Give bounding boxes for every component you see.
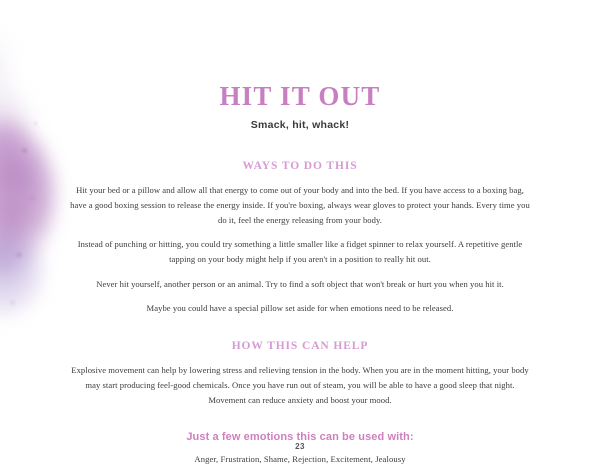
emotions-list: Anger, Frustration, Shame, Rejection, Excitement, Jealousy (194, 453, 406, 464)
paragraph: Instead of punching or hitting, you could try something a little smaller like a fidget spinner to relax yourself. A repetitive gentle tapping on your body might help if you aren't in a position to really hit out. (77, 239, 523, 265)
paragraph: Hit your bed or a pillow and allow all that energy to come out of your body and into the bed. If you have access to a boxing bag, have a good boxing session to release the energy inside. If you're boxing, always wear gloves to protect your hands. Every time you do it, feel the energy releasing from your body. (70, 185, 530, 226)
page-number: 23 (295, 442, 305, 451)
paragraph: Explosive movement can help by lowering stress and relieving tension in the body. When you are in the moment hitting, your body may start producing feel-good chemicals. Once you have run out of steam, you will be able to have a good sleep that night. Movement can reduce anxiety and boost your mood. (71, 364, 529, 405)
section-body-how-this-can-help (67, 363, 533, 408)
emotions-heading: Just a few emotions this can be used with: (186, 430, 414, 443)
section-body-ways-to-do-this (67, 183, 533, 315)
page-title: HIT IT OUT (219, 81, 381, 111)
paragraph: Maybe you could have a special pillow set aside for when emotions need to be released. (146, 302, 454, 313)
section-heading-ways-to-do-this: WAYS TO DO THIS (242, 160, 358, 173)
page-subtitle: Smack, hit, whack! (250, 119, 350, 132)
paragraph: Never hit yourself, another person or an animal. Try to find a soft object that won't break or hurt you when you hit it. (96, 278, 504, 289)
section-heading-how-this-can-help: HOW THIS CAN HELP (231, 339, 369, 352)
